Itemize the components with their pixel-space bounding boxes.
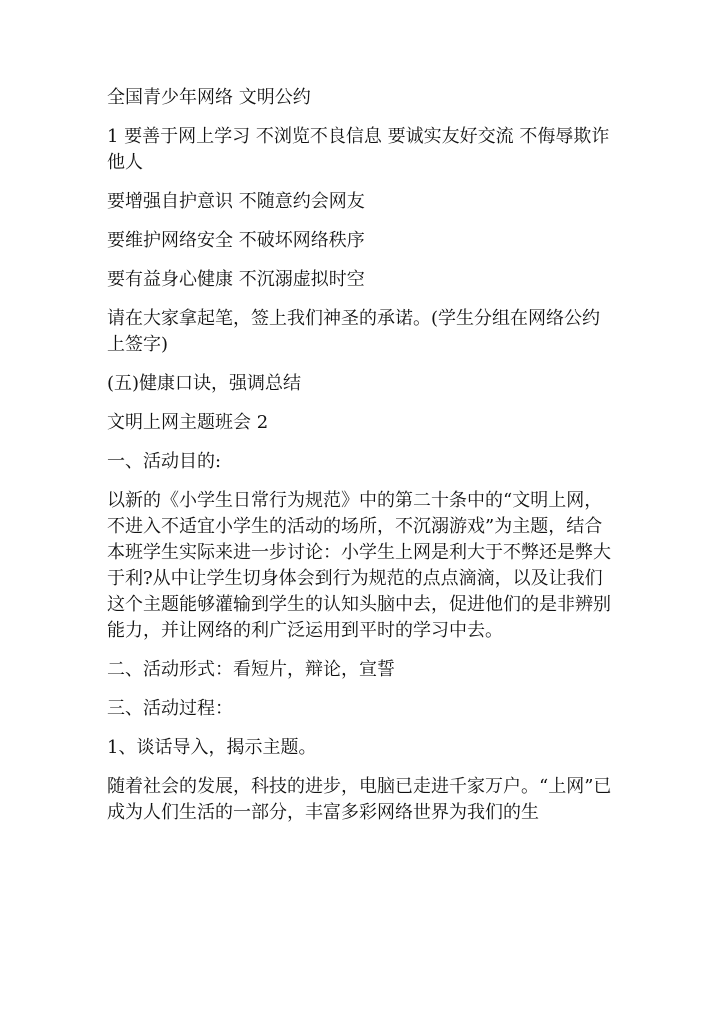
- activity-process-heading: 三、活动过程：: [107, 698, 233, 719]
- activity-purpose-body: 以新的《小学生日常行为规范》中的第二十条中的“文明上网，不进入不适宜小学生的活动的场所，不沉溺游戏”为主题，结合本班学生实际来进一步讨论：小学生上网是利大于不弊还是弊大于利?从中让学生切身体会到行为规范的点点滴滴，以及让我们这个主题能够灌输到学生的认知头脑中去，促进他们的是非辨别能力，并让网络的利广泛运用到平时的学习中去。: [107, 490, 611, 641]
- activity-purpose-heading: 一、活动目的:: [107, 451, 222, 472]
- signing-instruction: 请在大家拿起笔，签上我们神圣的承诺。(学生分组在网络公约上签字): [107, 308, 601, 355]
- section-five-heading: (五)健康口诀，强调总结: [107, 373, 302, 394]
- activity-form-heading: 二、活动形式：看短片，辩论，宣誓: [107, 659, 395, 680]
- convention-item-3: 要维护网络安全 不破坏网络秩序: [107, 230, 365, 251]
- convention-item-2: 要增强自护意识 不随意约会网友: [107, 191, 365, 212]
- intro-step-body: 随着社会的发展，科技的进步，电脑已走进千家万户。“上网”已成为人们生活的一部分，丰富多彩网络世界为我们的生: [107, 776, 612, 823]
- convention-item-4: 要有益身心健康 不沉溺虚拟时空: [107, 269, 365, 290]
- intro-step-heading: 1、谈话导入，揭示主题。: [107, 737, 317, 758]
- class-meeting-title: 文明上网主题班会 2: [107, 412, 269, 433]
- convention-title: 全国青少年网络 文明公约: [107, 87, 311, 108]
- document-body: [107, 85, 617, 839]
- convention-item-1: 1 要善于网上学习 不浏览不良信息 要诚实友好交流 不侮辱欺诈他人: [107, 126, 610, 173]
